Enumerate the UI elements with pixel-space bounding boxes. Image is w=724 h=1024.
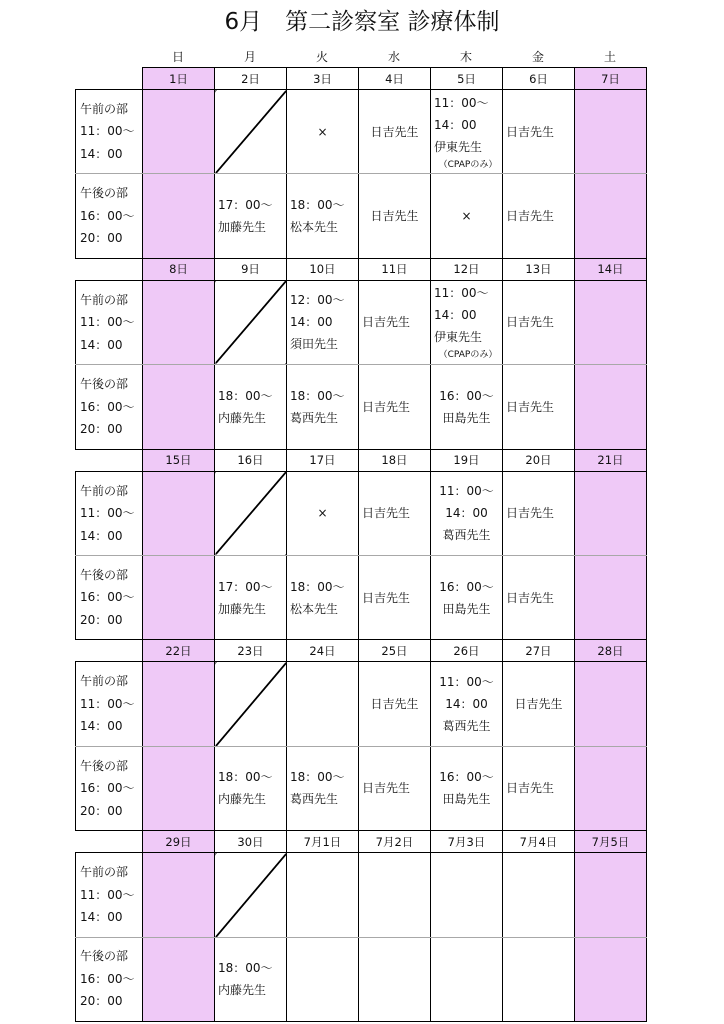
schedule-table bbox=[75, 67, 647, 1022]
slot-start-time: 11：00～ bbox=[80, 887, 135, 902]
schedule-cell-wed bbox=[359, 90, 431, 174]
cell-text-line: 日吉先生 bbox=[362, 506, 411, 521]
cell-text-line: 日吉先生 bbox=[506, 209, 555, 224]
date-cell-fri: 6日 bbox=[503, 68, 575, 90]
cell-text-line: 日吉先生 bbox=[506, 124, 555, 139]
cell-text-line: 18：00～ bbox=[218, 388, 273, 403]
schedule-cell-sat bbox=[575, 365, 647, 449]
cell-text-line: 18：00～ bbox=[218, 770, 273, 785]
schedule-cell-thu bbox=[431, 280, 503, 364]
weekday-header-tue: 火 bbox=[315, 50, 328, 64]
schedule-cell-sun bbox=[143, 90, 215, 174]
schedule-cell-fri bbox=[503, 365, 575, 449]
date-cell-sun: 22日 bbox=[143, 640, 215, 662]
cpap-only-note: （CPAPのみ） bbox=[438, 159, 498, 170]
cell-text-line: 葛西先生 bbox=[290, 792, 339, 807]
cell-text-line: 葛西先生 bbox=[442, 528, 491, 543]
date-row bbox=[76, 831, 647, 853]
schedule-cell-sat bbox=[575, 174, 647, 258]
slot-start-time: 11：00～ bbox=[80, 506, 135, 520]
date-cell-tue: 3日 bbox=[287, 68, 359, 90]
schedule-cell-sun bbox=[143, 662, 215, 746]
cell-text-line: 日吉先生 bbox=[506, 590, 555, 605]
date-cell-thu: 7月3日 bbox=[431, 831, 503, 853]
schedule-cell-sat bbox=[575, 853, 647, 937]
cell-text-line: 日吉先生 bbox=[506, 315, 555, 330]
cell-text-line: 田島先生 bbox=[442, 601, 491, 616]
cell-text-line: 16：00～ bbox=[439, 388, 494, 403]
schedule-body bbox=[76, 68, 647, 1022]
schedule-cell-sun bbox=[143, 174, 215, 258]
slot-start-time: 16：00～ bbox=[80, 971, 135, 986]
cell-text-line: 14：00 bbox=[290, 315, 333, 330]
schedule-cell-thu bbox=[431, 746, 503, 830]
date-cell-tue: 17日 bbox=[287, 449, 359, 471]
schedule-cell-sun bbox=[143, 365, 215, 449]
cell-text-line: 葛西先生 bbox=[290, 410, 339, 425]
date-row bbox=[76, 640, 647, 662]
cell-text-line: × bbox=[461, 209, 472, 224]
morning-row bbox=[76, 90, 647, 174]
weekday-header-fri: 金 bbox=[531, 50, 544, 64]
cell-text-line: 日吉先生 bbox=[514, 697, 563, 712]
schedule-cell-thu bbox=[431, 471, 503, 555]
slot-name: 午後の部 bbox=[80, 377, 129, 392]
date-cell-fri: 20日 bbox=[503, 449, 575, 471]
schedule-cell-mon bbox=[215, 365, 287, 449]
schedule-cell-tue bbox=[287, 937, 359, 1021]
schedule-cell-sat bbox=[575, 746, 647, 830]
slot-end-time: 14：00 bbox=[80, 337, 123, 352]
cell-text-line: 田島先生 bbox=[442, 410, 491, 425]
slot-end-time: 20：00 bbox=[80, 994, 123, 1009]
schedule-cell-tue bbox=[287, 662, 359, 746]
schedule-cell-fri bbox=[503, 471, 575, 555]
date-cell-sat: 7月5日 bbox=[575, 831, 647, 853]
cell-text-line: 14：00 bbox=[434, 117, 477, 132]
schedule-cell-fri bbox=[503, 280, 575, 364]
cell-text-line: 17：00～ bbox=[218, 579, 273, 594]
morning-slot-label bbox=[76, 90, 143, 174]
date-cell-sun: 29日 bbox=[143, 831, 215, 853]
cell-text-line: 松本先生 bbox=[290, 220, 339, 235]
schedule-cell-fri bbox=[503, 746, 575, 830]
schedule-cell-wed bbox=[359, 471, 431, 555]
schedule-cell-sun bbox=[143, 746, 215, 830]
cell-text-line: 日吉先生 bbox=[506, 781, 555, 796]
schedule-cell-mon bbox=[215, 555, 287, 639]
date-row-spacer bbox=[76, 258, 143, 280]
weekday-header-wed: 水 bbox=[387, 50, 400, 64]
slot-end-time: 20：00 bbox=[80, 803, 123, 818]
slot-end-time: 20：00 bbox=[80, 422, 123, 437]
slot-name: 午後の部 bbox=[80, 186, 129, 201]
slot-start-time: 16：00～ bbox=[80, 590, 135, 605]
date-cell-mon: 2日 bbox=[215, 68, 287, 90]
cell-text-line: 12：00～ bbox=[290, 293, 345, 308]
cell-text-line: × bbox=[317, 124, 328, 139]
slot-name: 午前の部 bbox=[80, 292, 129, 307]
weekday-header-sun: 日 bbox=[171, 50, 184, 64]
slot-end-time: 20：00 bbox=[80, 612, 123, 627]
schedule-cell-tue bbox=[287, 280, 359, 364]
cell-text-line: 須田先生 bbox=[290, 337, 339, 352]
cell-text-line: 18：00～ bbox=[290, 388, 345, 403]
cell-text-line: 16：00～ bbox=[439, 579, 494, 594]
afternoon-row bbox=[76, 937, 647, 1021]
cell-text-line: 16：00～ bbox=[439, 770, 494, 785]
cell-text-line: 伊東先生 bbox=[434, 139, 483, 154]
schedule-cell-sun bbox=[143, 555, 215, 639]
schedule-cell-mon bbox=[215, 174, 287, 258]
date-row bbox=[76, 258, 647, 280]
slot-name: 午後の部 bbox=[80, 567, 129, 582]
slot-start-time: 16：00～ bbox=[80, 781, 135, 796]
cell-text-line: × bbox=[317, 506, 328, 521]
cell-text-line: 伊東先生 bbox=[434, 330, 483, 345]
schedule-cell-thu bbox=[431, 174, 503, 258]
date-cell-mon: 16日 bbox=[215, 449, 287, 471]
morning-row bbox=[76, 471, 647, 555]
schedule-cell-tue bbox=[287, 174, 359, 258]
slot-end-time: 14：00 bbox=[80, 719, 123, 734]
schedule-cell-thu bbox=[431, 90, 503, 174]
date-cell-tue: 10日 bbox=[287, 258, 359, 280]
slot-end-time: 20：00 bbox=[80, 231, 123, 246]
schedule-cell-sun bbox=[143, 937, 215, 1021]
schedule-cell-sun bbox=[143, 471, 215, 555]
date-row-spacer bbox=[76, 68, 143, 90]
slot-end-time: 14：00 bbox=[80, 528, 123, 543]
slot-name: 午前の部 bbox=[80, 483, 129, 498]
cell-text-line: 田島先生 bbox=[442, 792, 491, 807]
slot-start-time: 11：00～ bbox=[80, 315, 135, 330]
cell-text-line: 日吉先生 bbox=[370, 209, 419, 224]
date-cell-wed: 7月2日 bbox=[359, 831, 431, 853]
cell-text-line: 日吉先生 bbox=[362, 399, 411, 414]
schedule-cell-tue bbox=[287, 555, 359, 639]
cell-text-line: 葛西先生 bbox=[442, 719, 491, 734]
morning-row bbox=[76, 853, 647, 937]
morning-row bbox=[76, 280, 647, 364]
slot-start-time: 16：00～ bbox=[80, 208, 135, 223]
afternoon-slot-label bbox=[76, 937, 143, 1021]
schedule-cell-thu bbox=[431, 365, 503, 449]
slot-name: 午前の部 bbox=[80, 865, 129, 880]
slot-name: 午前の部 bbox=[80, 101, 129, 116]
cell-text-line: 加藤先生 bbox=[218, 601, 267, 616]
cell-text-line: 17：00～ bbox=[218, 198, 273, 213]
date-cell-mon: 9日 bbox=[215, 258, 287, 280]
schedule-cell-wed bbox=[359, 853, 431, 937]
afternoon-row bbox=[76, 365, 647, 449]
cell-text-line: 加藤先生 bbox=[218, 220, 267, 235]
schedule-cell-fri bbox=[503, 662, 575, 746]
schedule-cell-sat bbox=[575, 280, 647, 364]
slot-start-time: 16：00～ bbox=[80, 399, 135, 414]
date-cell-sat: 21日 bbox=[575, 449, 647, 471]
date-row bbox=[76, 68, 647, 90]
date-cell-tue: 7月1日 bbox=[287, 831, 359, 853]
weekday-header-mon: 月 bbox=[243, 50, 256, 64]
cell-text-line: 14：00 bbox=[445, 697, 488, 712]
afternoon-slot-label bbox=[76, 174, 143, 258]
afternoon-slot-label bbox=[76, 746, 143, 830]
morning-slot-label bbox=[76, 853, 143, 937]
closed-slash-cell bbox=[215, 280, 287, 364]
morning-row bbox=[76, 662, 647, 746]
schedule-cell-thu bbox=[431, 853, 503, 937]
morning-slot-label bbox=[76, 662, 143, 746]
cell-text-line: 日吉先生 bbox=[362, 590, 411, 605]
schedule-cell-tue bbox=[287, 853, 359, 937]
cell-text-line: 内藤先生 bbox=[218, 792, 267, 807]
schedule-cell-thu bbox=[431, 555, 503, 639]
cell-text-line: 18：00～ bbox=[290, 579, 345, 594]
schedule-cell-wed bbox=[359, 555, 431, 639]
schedule-cell-wed bbox=[359, 365, 431, 449]
cell-text-line: 18：00～ bbox=[290, 770, 345, 785]
slot-name: 午後の部 bbox=[80, 758, 129, 773]
date-cell-sun: 15日 bbox=[143, 449, 215, 471]
schedule-cell-sat bbox=[575, 937, 647, 1021]
schedule-cell-thu bbox=[431, 937, 503, 1021]
cell-text-line: 11：00～ bbox=[434, 95, 489, 110]
slot-start-time: 11：00～ bbox=[80, 696, 135, 711]
date-cell-wed: 25日 bbox=[359, 640, 431, 662]
date-cell-sat: 7日 bbox=[575, 68, 647, 90]
schedule-cell-mon bbox=[215, 937, 287, 1021]
afternoon-slot-label bbox=[76, 555, 143, 639]
slot-name: 午前の部 bbox=[80, 674, 129, 689]
cell-text-line: 18：00～ bbox=[290, 198, 345, 213]
date-cell-wed: 4日 bbox=[359, 68, 431, 90]
date-cell-wed: 11日 bbox=[359, 258, 431, 280]
cell-text-line: 内藤先生 bbox=[218, 983, 267, 998]
schedule-cell-wed bbox=[359, 662, 431, 746]
date-cell-thu: 19日 bbox=[431, 449, 503, 471]
weekday-header-thu: 木 bbox=[459, 50, 472, 64]
closed-slash-cell bbox=[215, 90, 287, 174]
schedule-cell-sat bbox=[575, 90, 647, 174]
morning-slot-label bbox=[76, 471, 143, 555]
cell-text-line: 日吉先生 bbox=[362, 315, 411, 330]
page-title: 6月 第二診察室 診療体制 bbox=[224, 9, 500, 35]
schedule-cell-fri bbox=[503, 555, 575, 639]
date-row-spacer bbox=[76, 831, 143, 853]
schedule-cell-tue bbox=[287, 365, 359, 449]
afternoon-row bbox=[76, 174, 647, 258]
date-cell-sat: 28日 bbox=[575, 640, 647, 662]
schedule-cell-wed bbox=[359, 746, 431, 830]
weekday-header-sat: 土 bbox=[603, 50, 616, 64]
date-cell-wed: 18日 bbox=[359, 449, 431, 471]
date-row-spacer bbox=[76, 449, 143, 471]
date-cell-sun: 8日 bbox=[143, 258, 215, 280]
schedule-cell-sat bbox=[575, 471, 647, 555]
schedule-cell-wed bbox=[359, 174, 431, 258]
cell-text-line: 14：00 bbox=[434, 308, 477, 323]
date-row bbox=[76, 449, 647, 471]
cell-text-line: 日吉先生 bbox=[506, 399, 555, 414]
schedule-cell-sat bbox=[575, 555, 647, 639]
date-cell-sun: 1日 bbox=[143, 68, 215, 90]
weekday-header-row bbox=[142, 49, 646, 65]
slot-end-time: 14：00 bbox=[80, 146, 123, 161]
closed-slash-cell bbox=[215, 662, 287, 746]
morning-slot-label bbox=[76, 280, 143, 364]
date-cell-tue: 24日 bbox=[287, 640, 359, 662]
cell-text-line: 11：00～ bbox=[439, 484, 494, 499]
schedule-cell-tue bbox=[287, 746, 359, 830]
schedule-cell-thu bbox=[431, 662, 503, 746]
slot-end-time: 14：00 bbox=[80, 910, 123, 925]
schedule-cell-sat bbox=[575, 662, 647, 746]
schedule-cell-fri bbox=[503, 90, 575, 174]
cell-text-line: 松本先生 bbox=[290, 601, 339, 616]
cell-text-line: 11：00～ bbox=[439, 675, 494, 690]
cell-text-line: 18：00～ bbox=[218, 961, 273, 976]
schedule-cell-sun bbox=[143, 853, 215, 937]
cell-text-line: 日吉先生 bbox=[506, 506, 555, 521]
schedule-cell-tue bbox=[287, 90, 359, 174]
afternoon-row bbox=[76, 555, 647, 639]
schedule-cell-fri bbox=[503, 853, 575, 937]
slot-name: 午後の部 bbox=[80, 949, 129, 964]
schedule-cell-fri bbox=[503, 174, 575, 258]
cell-text-line: 内藤先生 bbox=[218, 410, 267, 425]
cell-text-line: 日吉先生 bbox=[362, 781, 411, 796]
cell-text-line: 11：00～ bbox=[434, 286, 489, 301]
date-cell-thu: 12日 bbox=[431, 258, 503, 280]
date-row-spacer bbox=[76, 640, 143, 662]
cell-text-line: 日吉先生 bbox=[370, 697, 419, 712]
date-cell-thu: 5日 bbox=[431, 68, 503, 90]
closed-slash-cell bbox=[215, 853, 287, 937]
afternoon-row bbox=[76, 746, 647, 830]
schedule-cell-sun bbox=[143, 280, 215, 364]
cpap-only-note: （CPAPのみ） bbox=[438, 350, 498, 361]
schedule-cell-fri bbox=[503, 937, 575, 1021]
closed-slash-cell bbox=[215, 471, 287, 555]
schedule-cell-tue bbox=[287, 471, 359, 555]
schedule-cell-mon bbox=[215, 746, 287, 830]
date-cell-sat: 14日 bbox=[575, 258, 647, 280]
slot-start-time: 11：00～ bbox=[80, 124, 135, 139]
date-cell-fri: 7月4日 bbox=[503, 831, 575, 853]
schedule-cell-wed bbox=[359, 937, 431, 1021]
date-cell-mon: 30日 bbox=[215, 831, 287, 853]
date-cell-fri: 13日 bbox=[503, 258, 575, 280]
date-cell-thu: 26日 bbox=[431, 640, 503, 662]
cell-text-line: 14：00 bbox=[445, 506, 488, 521]
schedule-cell-wed bbox=[359, 280, 431, 364]
afternoon-slot-label bbox=[76, 365, 143, 449]
date-cell-fri: 27日 bbox=[503, 640, 575, 662]
date-cell-mon: 23日 bbox=[215, 640, 287, 662]
cell-text-line: 日吉先生 bbox=[370, 124, 419, 139]
